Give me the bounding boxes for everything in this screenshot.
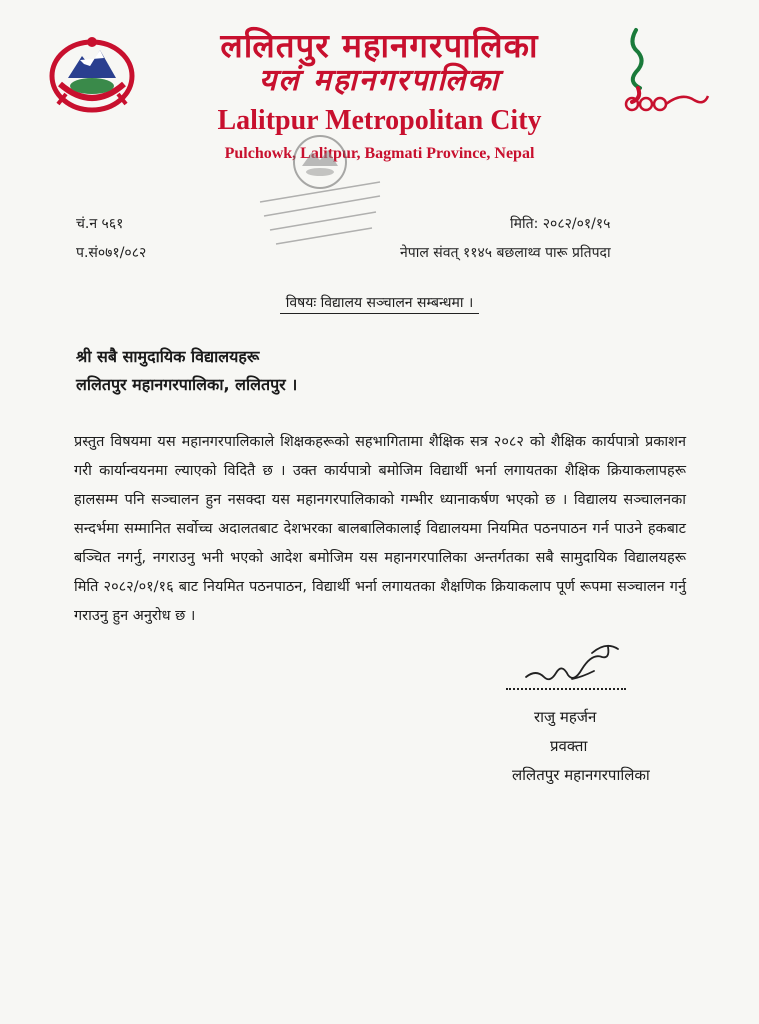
subject-text: विषयः विद्यालय सञ्चालन सम्बन्धमा । [280,295,480,314]
addressee-line-2: ललितपुर महानगरपालिका, ललितपुर । [76,375,298,394]
reference-number: चं.न ५६१ [76,216,124,232]
signature-dotted-line [506,680,626,690]
office-address: Pulchowk, Lalitpur, Bagmati Province, Nepal [224,145,535,162]
office-title-newari: यलं महानगरपालिका [258,63,501,98]
addressee-line-1: श्री सबै सामुदायिक विद्यालयहरू [76,347,260,366]
official-stamp-icon [250,132,390,262]
subject-line [0,293,759,313]
signatory-title: प्रवक्ता [550,737,588,755]
nepal-sambat-date: नेपाल संवत् ११४५ बछलाथ्व पारू प्रतिपदा [400,245,611,261]
letter-body: प्रस्तुत विषयमा यस महानगरपालिकाले शिक्षकहरूको सहभागितामा शैक्षिक सत्र २०८२ को शैक्षिक कार्यपात्रो प्रकाशन गरी कार्यान्वयनमा ल्याएको विदितै छ । उक्त कार्यपात्रो बमोजिम विद्यार्थी भर्ना लगायतका शैक्षिक क्रियाकलापहरू हालसम्म पनि सञ्चालन हुन नसक्दा यस महानगरपालिकाको गम्भीर ध्यानाकर्षण भएको छ । विद्यालय सञ्चालनका सन्दर्भमा सम्मानित सर्वोच्च अदालतबाट देशभरका बालबालिकालाई विद्यालयमा नियमित पठनपाठन गर्न पाउने हकबाट बञ्चित नगर्नु, नगराउनु भनी भएको आदेश बमोजिम यस महानगरपालिका अन्तर्गतका सबै सामुदायिक विद्यालयहरू मिति २०८२/०१/१६ बाट नियमित पठनपाठन, विद्यार्थी भर्ना लगायतका शैक्षणिक क्रियाकलाप पूर्ण रूपमा सञ्चालन गर्नु गराउनु हुन अनुरोध छ । [74,434,686,624]
signatory-office: ललितपुर महानगरपालिका [512,766,650,784]
letter-date: मिति: २०८२/०१/१५ [510,216,611,232]
signatory-name: राजु महर्जन [534,708,597,726]
dispatch-number: प.सं०७१/०८२ [76,245,147,261]
office-title-english: Lalitpur Metropolitan City [217,105,542,136]
office-title-nepali: ललितपुर महानगरपालिका [220,26,539,65]
